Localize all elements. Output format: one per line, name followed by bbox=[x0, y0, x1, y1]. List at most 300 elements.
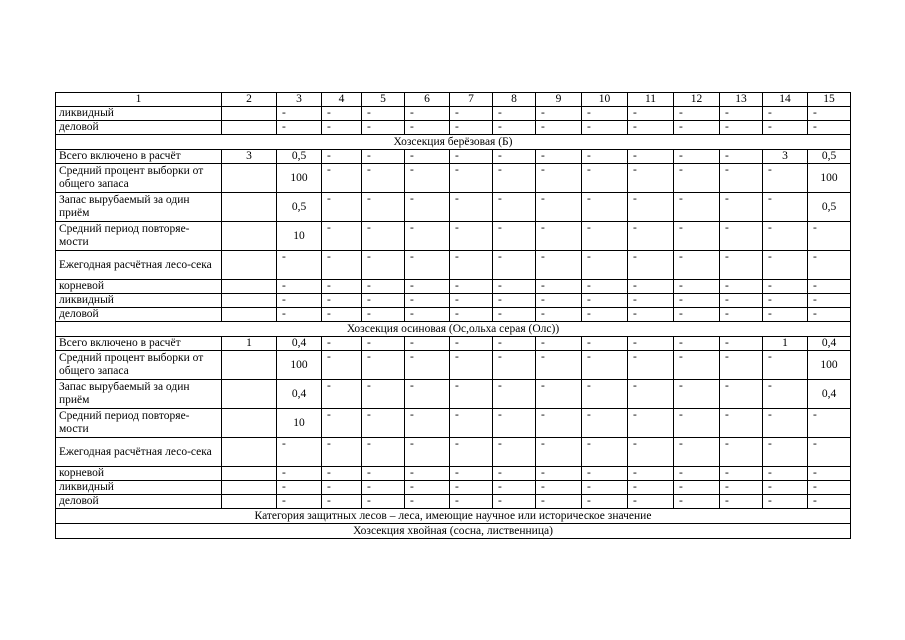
table-cell: - bbox=[674, 294, 720, 308]
table-cell: - bbox=[720, 164, 763, 193]
table-cell: - bbox=[536, 467, 582, 481]
table-cell: - bbox=[362, 409, 405, 438]
table-cell: - bbox=[536, 251, 582, 280]
row-label: деловой bbox=[56, 121, 222, 135]
column-number: 7 bbox=[450, 93, 493, 107]
table-cell: - bbox=[536, 193, 582, 222]
table-row bbox=[56, 251, 851, 280]
table-cell: - bbox=[536, 222, 582, 251]
table-row bbox=[56, 150, 851, 164]
column-number: 4 bbox=[322, 93, 362, 107]
table-cell: - bbox=[628, 467, 674, 481]
table-cell: - bbox=[405, 164, 450, 193]
table-cell: - bbox=[450, 164, 493, 193]
table-cell: - bbox=[277, 121, 322, 135]
table-cell: - bbox=[808, 121, 851, 135]
column-number: 6 bbox=[405, 93, 450, 107]
table-cell: - bbox=[674, 495, 720, 509]
table-cell: - bbox=[322, 380, 362, 409]
table-cell: - bbox=[277, 294, 322, 308]
table-cell: - bbox=[362, 280, 405, 294]
table-cell: - bbox=[405, 380, 450, 409]
table-cell: - bbox=[582, 308, 628, 322]
table-cell: - bbox=[322, 164, 362, 193]
table-cell: - bbox=[450, 481, 493, 495]
table-cell: - bbox=[362, 467, 405, 481]
table-cell: - bbox=[450, 308, 493, 322]
row-label: корневой bbox=[56, 280, 222, 294]
table-cell: - bbox=[536, 308, 582, 322]
row-label: Ежегодная расчётная лесо-сека bbox=[56, 251, 222, 280]
table-cell: - bbox=[763, 280, 808, 294]
table-row bbox=[56, 164, 851, 193]
table-cell: - bbox=[277, 280, 322, 294]
table-cell: - bbox=[628, 222, 674, 251]
table-cell: - bbox=[536, 337, 582, 351]
table-cell: - bbox=[405, 495, 450, 509]
table-cell: - bbox=[362, 121, 405, 135]
table-cell: - bbox=[536, 121, 582, 135]
table-cell: - bbox=[582, 294, 628, 308]
column-number: 15 bbox=[808, 93, 851, 107]
column-number: 3 bbox=[277, 93, 322, 107]
table-cell: - bbox=[450, 438, 493, 467]
table-cell: - bbox=[362, 193, 405, 222]
column-number: 5 bbox=[362, 93, 405, 107]
column-number: 1 bbox=[56, 93, 222, 107]
table-cell: - bbox=[763, 409, 808, 438]
table-cell: - bbox=[674, 409, 720, 438]
table-cell: - bbox=[450, 193, 493, 222]
row-label: Запас вырубаемый за один приём bbox=[56, 193, 222, 222]
table-cell: - bbox=[582, 150, 628, 164]
table-cell: - bbox=[720, 107, 763, 121]
table-cell: - bbox=[536, 164, 582, 193]
table-cell: - bbox=[674, 251, 720, 280]
table-cell bbox=[222, 380, 277, 409]
table-cell: - bbox=[405, 222, 450, 251]
table-cell: - bbox=[322, 337, 362, 351]
row-label: деловой bbox=[56, 308, 222, 322]
table-cell: - bbox=[322, 294, 362, 308]
table-cell: - bbox=[763, 193, 808, 222]
table-cell: - bbox=[536, 150, 582, 164]
table-cell bbox=[222, 481, 277, 495]
table-cell: - bbox=[674, 193, 720, 222]
table-cell: - bbox=[405, 409, 450, 438]
column-number: 11 bbox=[628, 93, 674, 107]
table-cell: - bbox=[450, 150, 493, 164]
table-cell: - bbox=[493, 308, 536, 322]
table-cell: - bbox=[808, 107, 851, 121]
table-cell: - bbox=[536, 280, 582, 294]
table-cell: - bbox=[362, 438, 405, 467]
table-cell: - bbox=[277, 438, 322, 467]
table-cell: 0,5 bbox=[277, 193, 322, 222]
table-cell: - bbox=[763, 107, 808, 121]
section-heading-row bbox=[56, 509, 851, 524]
table-cell: - bbox=[763, 251, 808, 280]
row-label: Ежегодная расчётная лесо-сека bbox=[56, 438, 222, 467]
table-row bbox=[56, 337, 851, 351]
table-cell: - bbox=[405, 251, 450, 280]
table-cell: - bbox=[674, 351, 720, 380]
table-cell: - bbox=[322, 121, 362, 135]
table-cell: - bbox=[674, 280, 720, 294]
section-heading-row bbox=[56, 322, 851, 337]
table-cell: - bbox=[674, 107, 720, 121]
table-cell: - bbox=[808, 308, 851, 322]
table-cell: - bbox=[720, 280, 763, 294]
table-cell: - bbox=[362, 164, 405, 193]
table-cell: - bbox=[277, 481, 322, 495]
table-cell: - bbox=[493, 107, 536, 121]
table-cell: - bbox=[582, 193, 628, 222]
table-cell: - bbox=[362, 495, 405, 509]
table-cell: - bbox=[322, 193, 362, 222]
column-number: 2 bbox=[222, 93, 277, 107]
table-cell: - bbox=[322, 351, 362, 380]
table-cell: - bbox=[405, 351, 450, 380]
table-cell: - bbox=[582, 337, 628, 351]
table-cell: - bbox=[405, 337, 450, 351]
table-cell: - bbox=[277, 107, 322, 121]
table-cell: - bbox=[582, 438, 628, 467]
table-cell: - bbox=[362, 107, 405, 121]
table-cell: 100 bbox=[808, 164, 851, 193]
table-cell: - bbox=[582, 251, 628, 280]
table-cell: - bbox=[536, 351, 582, 380]
table-cell: - bbox=[720, 150, 763, 164]
table-cell: - bbox=[277, 308, 322, 322]
table-cell: - bbox=[450, 467, 493, 481]
table-cell: - bbox=[450, 380, 493, 409]
section-heading: Хозсекция хвойная (сосна, лиственница) bbox=[56, 524, 851, 539]
table-cell: - bbox=[322, 409, 362, 438]
table-cell: - bbox=[582, 481, 628, 495]
table-cell: - bbox=[674, 164, 720, 193]
table-row bbox=[56, 193, 851, 222]
table-cell: - bbox=[763, 308, 808, 322]
table-cell: - bbox=[763, 481, 808, 495]
table-cell: - bbox=[450, 351, 493, 380]
table-cell: - bbox=[763, 380, 808, 409]
column-number: 9 bbox=[536, 93, 582, 107]
table-cell: - bbox=[674, 467, 720, 481]
table-cell: - bbox=[674, 121, 720, 135]
row-label: ликвидный bbox=[56, 107, 222, 121]
table-cell: - bbox=[493, 438, 536, 467]
table-cell: - bbox=[674, 308, 720, 322]
table-cell: - bbox=[493, 380, 536, 409]
table-cell: - bbox=[362, 294, 405, 308]
table-cell: - bbox=[628, 438, 674, 467]
table-cell: - bbox=[582, 222, 628, 251]
table-cell: - bbox=[808, 294, 851, 308]
table-cell: - bbox=[628, 495, 674, 509]
table-cell: - bbox=[405, 481, 450, 495]
row-label: Средний период повторяе-мости bbox=[56, 222, 222, 251]
table-cell: 0,4 bbox=[808, 380, 851, 409]
table-cell: - bbox=[362, 308, 405, 322]
table-cell: - bbox=[493, 121, 536, 135]
table-cell: - bbox=[536, 495, 582, 509]
table-cell: - bbox=[808, 409, 851, 438]
row-label: ликвидный bbox=[56, 481, 222, 495]
column-number: 12 bbox=[674, 93, 720, 107]
table-row bbox=[56, 107, 851, 121]
table-cell: - bbox=[493, 481, 536, 495]
table-cell: - bbox=[628, 380, 674, 409]
table-cell: - bbox=[277, 467, 322, 481]
table-cell bbox=[222, 222, 277, 251]
table-cell: - bbox=[674, 150, 720, 164]
table-cell bbox=[222, 251, 277, 280]
column-number: 8 bbox=[493, 93, 536, 107]
section-heading-row bbox=[56, 135, 851, 150]
table-cell: - bbox=[322, 438, 362, 467]
table-row bbox=[56, 438, 851, 467]
table-cell: - bbox=[628, 121, 674, 135]
row-label: Запас вырубаемый за один приём bbox=[56, 380, 222, 409]
table-cell: - bbox=[808, 222, 851, 251]
table-cell: - bbox=[322, 222, 362, 251]
table-cell: 100 bbox=[277, 351, 322, 380]
table-cell: 0,4 bbox=[277, 380, 322, 409]
table-cell: - bbox=[493, 193, 536, 222]
table-cell: - bbox=[628, 251, 674, 280]
table-row bbox=[56, 409, 851, 438]
row-label: Всего включено в расчёт bbox=[56, 150, 222, 164]
table-cell: - bbox=[277, 251, 322, 280]
column-number-row bbox=[56, 93, 851, 107]
table-cell: - bbox=[405, 467, 450, 481]
table-cell: - bbox=[763, 438, 808, 467]
table-row bbox=[56, 495, 851, 509]
table-cell: - bbox=[362, 222, 405, 251]
table-cell: - bbox=[450, 495, 493, 509]
forest-calculation-table bbox=[55, 92, 851, 539]
table-cell: - bbox=[720, 438, 763, 467]
table-cell: - bbox=[493, 280, 536, 294]
table-cell: - bbox=[493, 351, 536, 380]
table-cell: 10 bbox=[277, 409, 322, 438]
table-cell: 3 bbox=[763, 150, 808, 164]
table-cell: - bbox=[450, 251, 493, 280]
table-cell: - bbox=[405, 107, 450, 121]
table-cell: - bbox=[493, 495, 536, 509]
table-cell bbox=[222, 308, 277, 322]
table-cell: - bbox=[674, 438, 720, 467]
table-row bbox=[56, 481, 851, 495]
table-cell: - bbox=[322, 467, 362, 481]
table-cell: - bbox=[362, 251, 405, 280]
table-cell: - bbox=[720, 251, 763, 280]
table-cell: - bbox=[322, 280, 362, 294]
section-heading: Хозсекция берёзовая (Б) bbox=[56, 135, 851, 150]
table-cell: - bbox=[582, 107, 628, 121]
table-cell: - bbox=[450, 409, 493, 438]
table-cell: - bbox=[628, 193, 674, 222]
table-cell: - bbox=[322, 481, 362, 495]
table-cell: - bbox=[720, 495, 763, 509]
table-cell: - bbox=[720, 193, 763, 222]
table-cell: - bbox=[763, 351, 808, 380]
table-cell: - bbox=[582, 409, 628, 438]
table-cell: - bbox=[493, 251, 536, 280]
table-row bbox=[56, 280, 851, 294]
table-cell: - bbox=[582, 495, 628, 509]
table-cell bbox=[222, 294, 277, 308]
table-cell: - bbox=[536, 481, 582, 495]
table-cell: - bbox=[720, 121, 763, 135]
table-cell: - bbox=[808, 481, 851, 495]
section-heading-row bbox=[56, 524, 851, 539]
table-cell: - bbox=[628, 409, 674, 438]
table-cell: - bbox=[405, 193, 450, 222]
row-label: Средний период повторяе-мости bbox=[56, 409, 222, 438]
table-cell: 1 bbox=[763, 337, 808, 351]
table-cell: - bbox=[763, 467, 808, 481]
table-cell: - bbox=[628, 351, 674, 380]
table-cell: - bbox=[763, 294, 808, 308]
table-cell: 0,5 bbox=[808, 150, 851, 164]
table-cell: - bbox=[674, 380, 720, 409]
table-cell: - bbox=[405, 280, 450, 294]
column-number: 14 bbox=[763, 93, 808, 107]
table-cell: - bbox=[493, 337, 536, 351]
table-cell: 10 bbox=[277, 222, 322, 251]
table-cell: - bbox=[763, 222, 808, 251]
row-label: Средний процент выборки от общего запаса bbox=[56, 164, 222, 193]
table-cell: - bbox=[450, 222, 493, 251]
table-cell: - bbox=[322, 150, 362, 164]
table-cell: - bbox=[628, 337, 674, 351]
table-cell: - bbox=[808, 495, 851, 509]
table-cell bbox=[222, 121, 277, 135]
table-cell: - bbox=[536, 438, 582, 467]
table-cell: - bbox=[720, 467, 763, 481]
table-cell: - bbox=[674, 222, 720, 251]
table-row bbox=[56, 308, 851, 322]
table-row bbox=[56, 294, 851, 308]
table-cell: - bbox=[362, 351, 405, 380]
table-cell: - bbox=[536, 294, 582, 308]
table-cell: - bbox=[362, 481, 405, 495]
table-cell: - bbox=[720, 481, 763, 495]
table-cell: - bbox=[536, 409, 582, 438]
row-label: ликвидный bbox=[56, 294, 222, 308]
table-cell bbox=[222, 193, 277, 222]
table-cell: - bbox=[450, 337, 493, 351]
table-cell: - bbox=[450, 107, 493, 121]
table-cell: - bbox=[720, 351, 763, 380]
table-cell: - bbox=[763, 495, 808, 509]
row-label: Всего включено в расчёт bbox=[56, 337, 222, 351]
table-cell: - bbox=[322, 107, 362, 121]
table-cell: - bbox=[536, 107, 582, 121]
table-cell bbox=[222, 280, 277, 294]
table-cell: - bbox=[720, 337, 763, 351]
table-cell: - bbox=[628, 308, 674, 322]
table-cell: 0,4 bbox=[277, 337, 322, 351]
table-cell bbox=[222, 495, 277, 509]
table-cell bbox=[222, 467, 277, 481]
table-cell: - bbox=[493, 164, 536, 193]
table-cell: - bbox=[674, 481, 720, 495]
table-cell: 0,5 bbox=[808, 193, 851, 222]
table-cell: - bbox=[720, 380, 763, 409]
table-cell: - bbox=[277, 495, 322, 509]
table-row bbox=[56, 121, 851, 135]
table-row bbox=[56, 222, 851, 251]
table-cell: - bbox=[582, 380, 628, 409]
table-cell: - bbox=[763, 164, 808, 193]
table-cell: - bbox=[720, 294, 763, 308]
table-cell: - bbox=[493, 467, 536, 481]
table-cell: - bbox=[405, 308, 450, 322]
table-cell: - bbox=[322, 495, 362, 509]
row-label: деловой bbox=[56, 495, 222, 509]
table-cell: 100 bbox=[277, 164, 322, 193]
row-label: Средний процент выборки от общего запаса bbox=[56, 351, 222, 380]
table-cell bbox=[222, 164, 277, 193]
table-cell: - bbox=[628, 150, 674, 164]
table-cell: - bbox=[405, 121, 450, 135]
table-cell bbox=[222, 438, 277, 467]
table-cell: - bbox=[493, 409, 536, 438]
table-cell: - bbox=[450, 280, 493, 294]
table-cell: - bbox=[808, 438, 851, 467]
table-cell: - bbox=[450, 294, 493, 308]
table-cell: - bbox=[450, 121, 493, 135]
table-cell: - bbox=[362, 150, 405, 164]
table-row bbox=[56, 467, 851, 481]
table-cell: - bbox=[674, 337, 720, 351]
row-label: корневой bbox=[56, 467, 222, 481]
table-cell: - bbox=[493, 294, 536, 308]
table-cell: - bbox=[493, 222, 536, 251]
table-cell: 3 bbox=[222, 150, 277, 164]
table-cell: - bbox=[628, 164, 674, 193]
table-cell: - bbox=[582, 121, 628, 135]
table-cell: 100 bbox=[808, 351, 851, 380]
table-cell: - bbox=[808, 467, 851, 481]
table-cell: - bbox=[582, 164, 628, 193]
table-cell: 0,5 bbox=[277, 150, 322, 164]
table-cell: - bbox=[322, 308, 362, 322]
table-cell: - bbox=[362, 380, 405, 409]
table-cell: - bbox=[493, 150, 536, 164]
table-cell: - bbox=[582, 351, 628, 380]
table-cell: - bbox=[720, 308, 763, 322]
table-cell bbox=[222, 409, 277, 438]
table-cell: - bbox=[405, 294, 450, 308]
column-number: 13 bbox=[720, 93, 763, 107]
table-cell: - bbox=[322, 251, 362, 280]
table-cell: - bbox=[720, 222, 763, 251]
table-cell: - bbox=[808, 251, 851, 280]
table-cell: - bbox=[536, 380, 582, 409]
table-cell: - bbox=[628, 280, 674, 294]
table-cell: - bbox=[763, 121, 808, 135]
table-cell: - bbox=[582, 467, 628, 481]
table-cell: - bbox=[628, 107, 674, 121]
table-cell: - bbox=[362, 337, 405, 351]
table-cell: - bbox=[628, 294, 674, 308]
table-cell: 0,4 bbox=[808, 337, 851, 351]
table-cell: - bbox=[808, 280, 851, 294]
